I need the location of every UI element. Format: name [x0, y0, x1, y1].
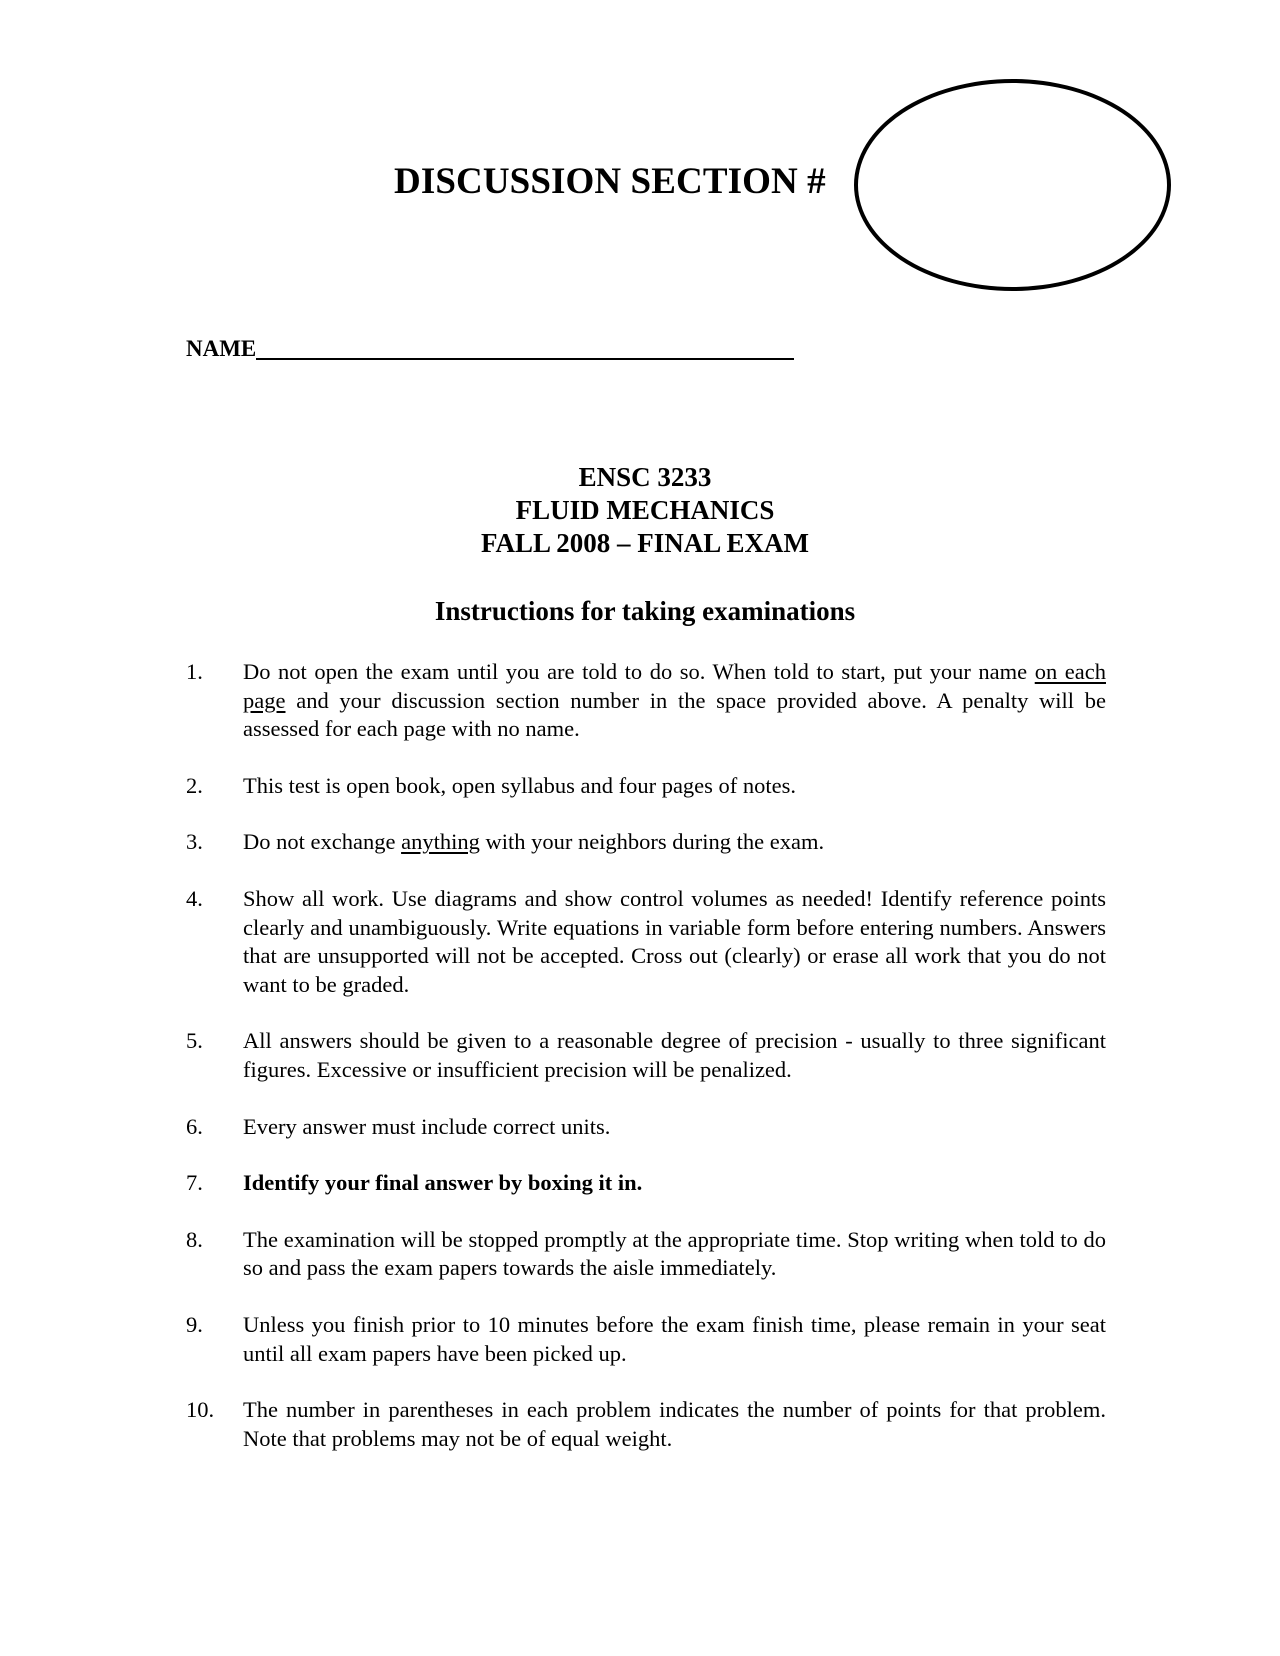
underlined-phrase: on each page: [243, 659, 1106, 713]
instruction-item: [186, 1169, 1106, 1198]
instruction-number: 10.: [186, 1397, 215, 1423]
instruction-number: 3.: [186, 829, 203, 855]
discussion-section-number-oval[interactable]: [854, 79, 1171, 291]
instruction-number: 9.: [186, 1311, 203, 1337]
instruction-number: 7.: [186, 1170, 203, 1196]
exam-term: FALL 2008 – FINAL EXAM: [480, 528, 810, 558]
discussion-section-title: DISCUSSION SECTION #: [394, 161, 826, 202]
name-field: [186, 336, 794, 362]
instruction-item: [186, 1226, 1106, 1283]
instruction-text: All answers should be given to a reasonable degree of precision - usually to three significant figures. Excessive or insufficient precision will be penalized.: [243, 1028, 1106, 1082]
instruction-item: [186, 885, 1106, 999]
instruction-text: The number in parentheses in each problem indicates the number of points for that problem. Note that problems may not be of equal weight.: [243, 1397, 1106, 1451]
instruction-text: Unless you finish prior to 10 minutes before the exam finish time, please remain in your seat until all exam papers have been picked up.: [243, 1311, 1106, 1366]
instruction-text: Identify your final answer by boxing it in.: [243, 1170, 643, 1196]
underlined-phrase: anything: [401, 829, 480, 855]
instruction-text: Show all work. Use diagrams and show control volumes as needed! Identify reference points clearly and unambiguously. Write equations in variable form before entering numbers. Answers that are unsupported will not be accepted. Cross out (clearly) or erase all work that you do not want to be graded.: [243, 885, 1106, 997]
instruction-text: The examination will be stopped promptly at the appropriate time. Stop writing when told to do so and pass the exam papers towards the aisle immediately.: [243, 1226, 1106, 1281]
instruction-item: [186, 1113, 1106, 1142]
instruction-text: Every answer must include correct units.: [243, 1113, 611, 1139]
instructions-list: [186, 658, 1106, 1481]
instruction-number: 5.: [186, 1028, 203, 1054]
instructions-heading: Instructions for taking examinations: [434, 596, 856, 626]
instruction-text: This test is open book, open syllabus and four pages of notes.: [243, 772, 797, 798]
instruction-number: 8.: [186, 1226, 203, 1252]
instruction-number: 4.: [186, 885, 203, 911]
instruction-item: [186, 1311, 1106, 1368]
instruction-item: [186, 658, 1106, 744]
instruction-item: [186, 1396, 1106, 1453]
course-subject: FLUID MECHANICS: [515, 495, 775, 525]
instruction-number: 6.: [186, 1113, 203, 1139]
instruction-number: 1.: [186, 659, 203, 684]
instruction-item: [186, 1027, 1106, 1084]
instruction-text: Do not exchange anything with your neighbors during the exam.: [243, 829, 825, 855]
course-code: ENSC 3233: [578, 462, 712, 492]
name-label: NAME: [186, 336, 257, 361]
name-blank-line[interactable]: [256, 358, 794, 360]
instruction-item: [186, 772, 1106, 801]
instruction-item: [186, 828, 1106, 857]
instruction-number: 2.: [186, 772, 203, 798]
instruction-text: Do not open the exam until you are told to do so. When told to start, put your name on each page and your discussion section number in the space provided above. A penalty will be assessed for each page with no name.: [243, 659, 1106, 742]
